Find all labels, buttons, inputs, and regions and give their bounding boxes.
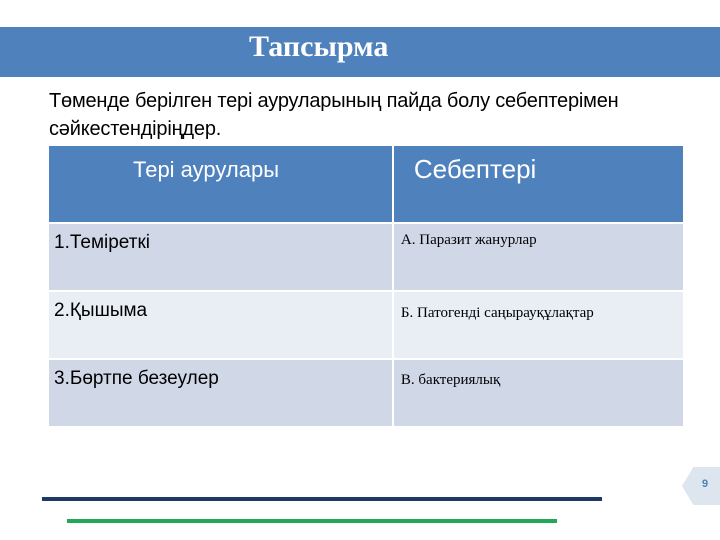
matching-table bbox=[47, 144, 685, 428]
disease-label: 1.Теміреткі bbox=[54, 232, 150, 253]
table-row bbox=[48, 223, 684, 291]
header-causes bbox=[393, 145, 684, 223]
cause-label: В. бактериялық bbox=[400, 372, 501, 388]
disease-cell bbox=[48, 291, 393, 359]
cause-cell bbox=[393, 291, 684, 359]
cause-label: Б. Патогенді саңырауқұлақтар bbox=[400, 305, 594, 321]
disease-cell bbox=[48, 223, 393, 291]
table-header-row bbox=[48, 145, 684, 223]
slide-title: Тапсырма bbox=[249, 30, 389, 63]
disease-cell bbox=[48, 359, 393, 427]
cause-cell bbox=[393, 359, 684, 427]
table-row bbox=[48, 291, 684, 359]
page-number-tab bbox=[682, 467, 720, 505]
disease-label: 3.Бөртпе безеулер bbox=[54, 368, 219, 389]
header-diseases-label: Тері аурулары bbox=[133, 157, 280, 182]
header-causes-label: Себептері bbox=[413, 154, 537, 184]
page-number: 9 bbox=[702, 478, 709, 490]
cause-cell bbox=[393, 223, 684, 291]
table-row bbox=[48, 359, 684, 427]
disease-label: 2.Қышыма bbox=[54, 300, 148, 321]
footer-line-dark bbox=[42, 497, 602, 501]
cause-label: А. Паразит жанурлар bbox=[400, 232, 537, 248]
instruction-text: Төменде берілген тері ауруларының пайда болу себептерімен сәйкестендіріңдер. bbox=[49, 90, 619, 140]
footer-line-green bbox=[67, 519, 557, 523]
header-diseases bbox=[48, 145, 393, 223]
